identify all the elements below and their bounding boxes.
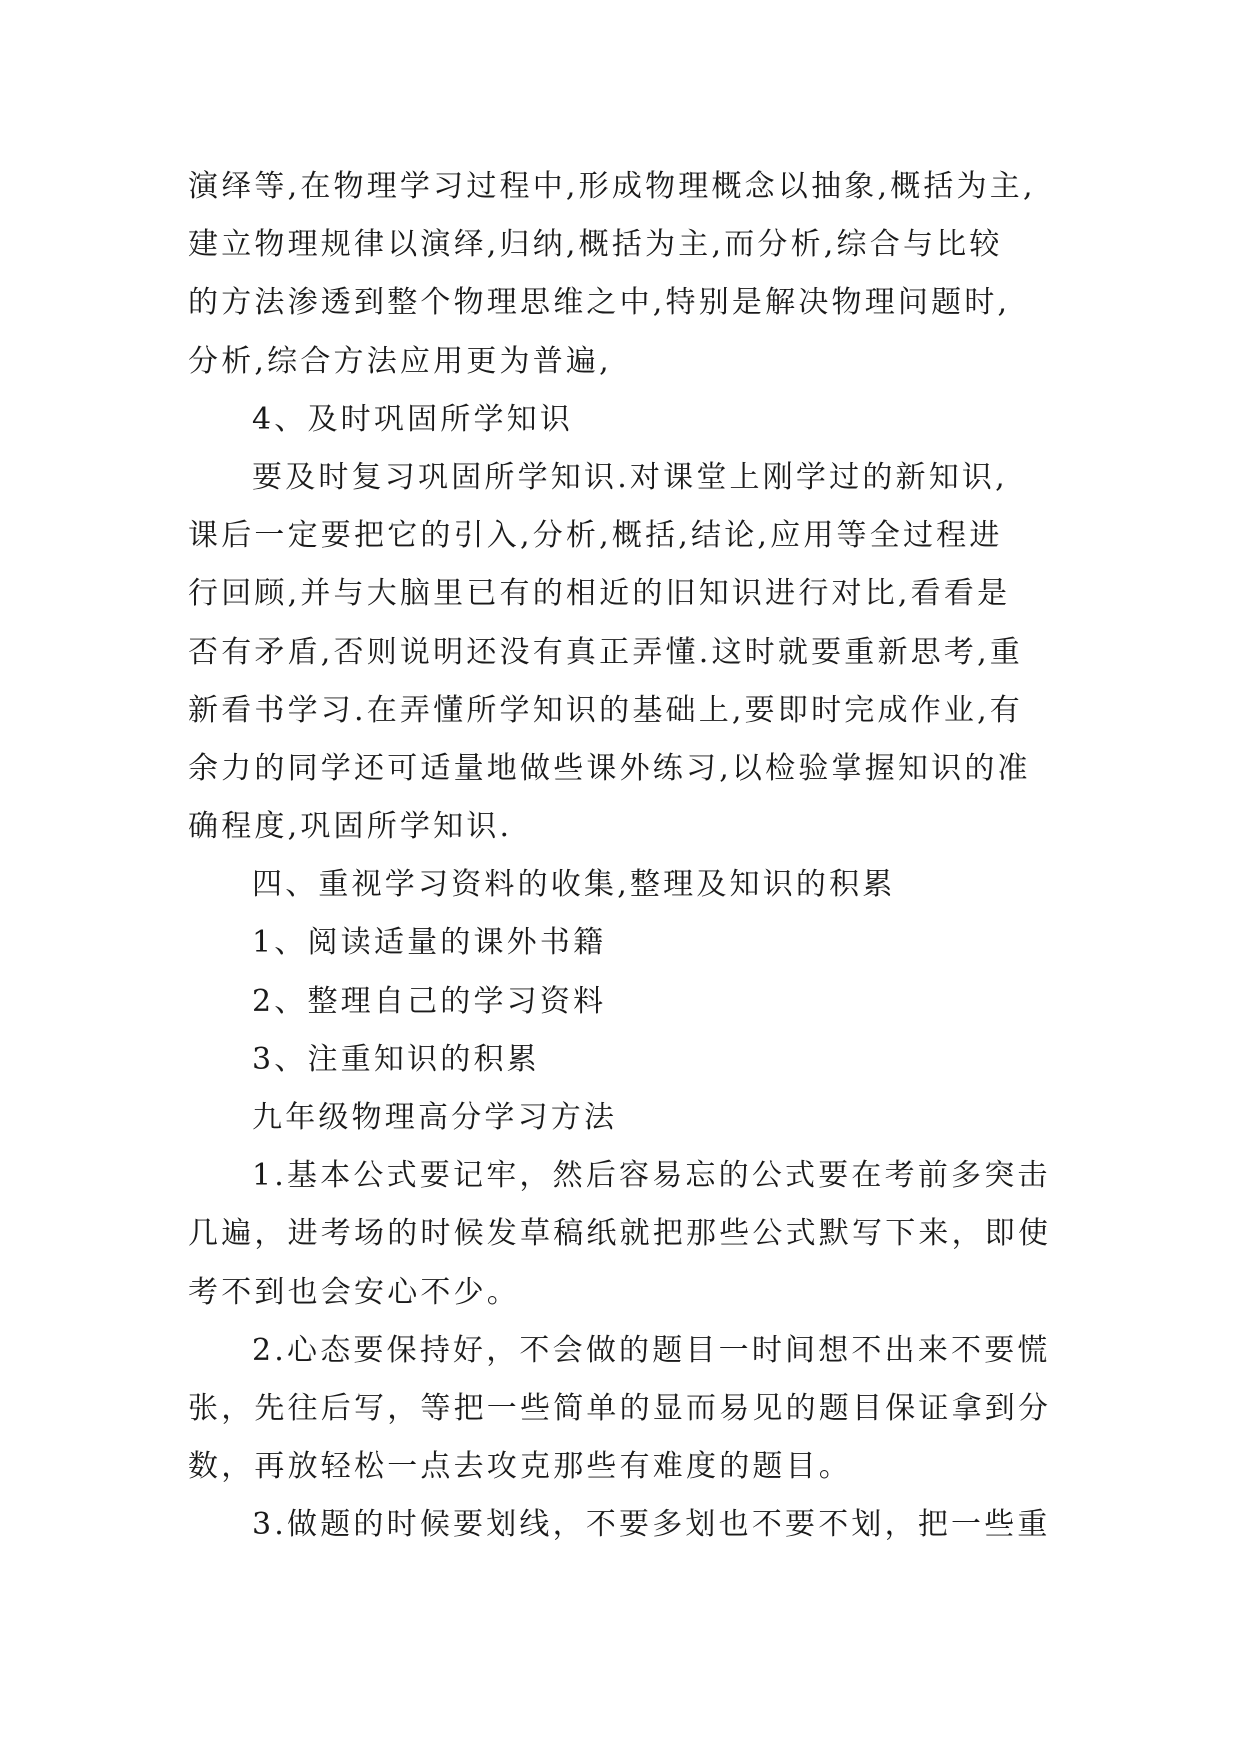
text-line: 的方法渗透到整个物理思维之中,特别是解决物理问题时, [188,285,1011,321]
list-item: 3、注重知识的积累 [252,1041,540,1077]
text-line: 考不到也会安心不少。 [188,1274,520,1310]
text-line: 演绎等,在物理学习过程中,形成物理概念以抽象,概括为主, [188,169,1036,204]
text-line: 建立物理规律以演绎,归纳,概括为主,而分析,综合与比较 [188,227,1003,263]
list-item: 1、阅读适量的课外书籍 [252,925,607,961]
text-line: 确程度,巩固所学知识. [188,809,513,845]
text-line: 数，再放轻松一点去攻克那些有难度的题目。 [188,1449,852,1485]
paragraph-start: 2.心态要保持好，不会做的题目一时间想不出来不要慌 [252,1332,1051,1368]
text-line: 新看书学习.在弄懂所学知识的基础上,要即时完成作业,有 [188,692,1024,728]
text-line: 张，先往后写，等把一些简单的显而易见的题目保证拿到分 [188,1390,1052,1426]
list-item: 2、整理自己的学习资料 [252,983,607,1019]
text-line: 余力的同学还可适量地做些课外练习,以检验掌握知识的准 [188,750,1031,786]
paragraph-start: 3.做题的时候要划线，不要多划也不要不划，把一些重 [252,1507,1051,1543]
paragraph-start: 1.基本公式要记牢，然后容易忘的公式要在考前多突击 [252,1158,1051,1194]
text-line: 分析,综合方法应用更为普遍, [188,343,612,379]
text-line: 行回顾,并与大脑里已有的相近的旧知识进行对比,看看是 [188,576,1011,612]
section-heading: 四、重视学习资料的收集,整理及知识的积累 [252,867,896,903]
text-line: 几遍，进考场的时候发草稿纸就把那些公式默写下来，即使 [188,1216,1052,1252]
section-heading: 九年级物理高分学习方法 [252,1100,618,1135]
text-line: 否有矛盾,否则说明还没有真正弄懂.这时就要重新思考,重 [188,634,1024,670]
text-line: 课后一定要把它的引入,分析,概括,结论,应用等全过程进 [188,518,1003,554]
section-heading: 4、及时巩固所学知识 [252,401,574,437]
paragraph-start: 要及时复习巩固所学知识.对课堂上刚学过的新知识, [252,459,1008,495]
document-body [188,158,1058,1555]
